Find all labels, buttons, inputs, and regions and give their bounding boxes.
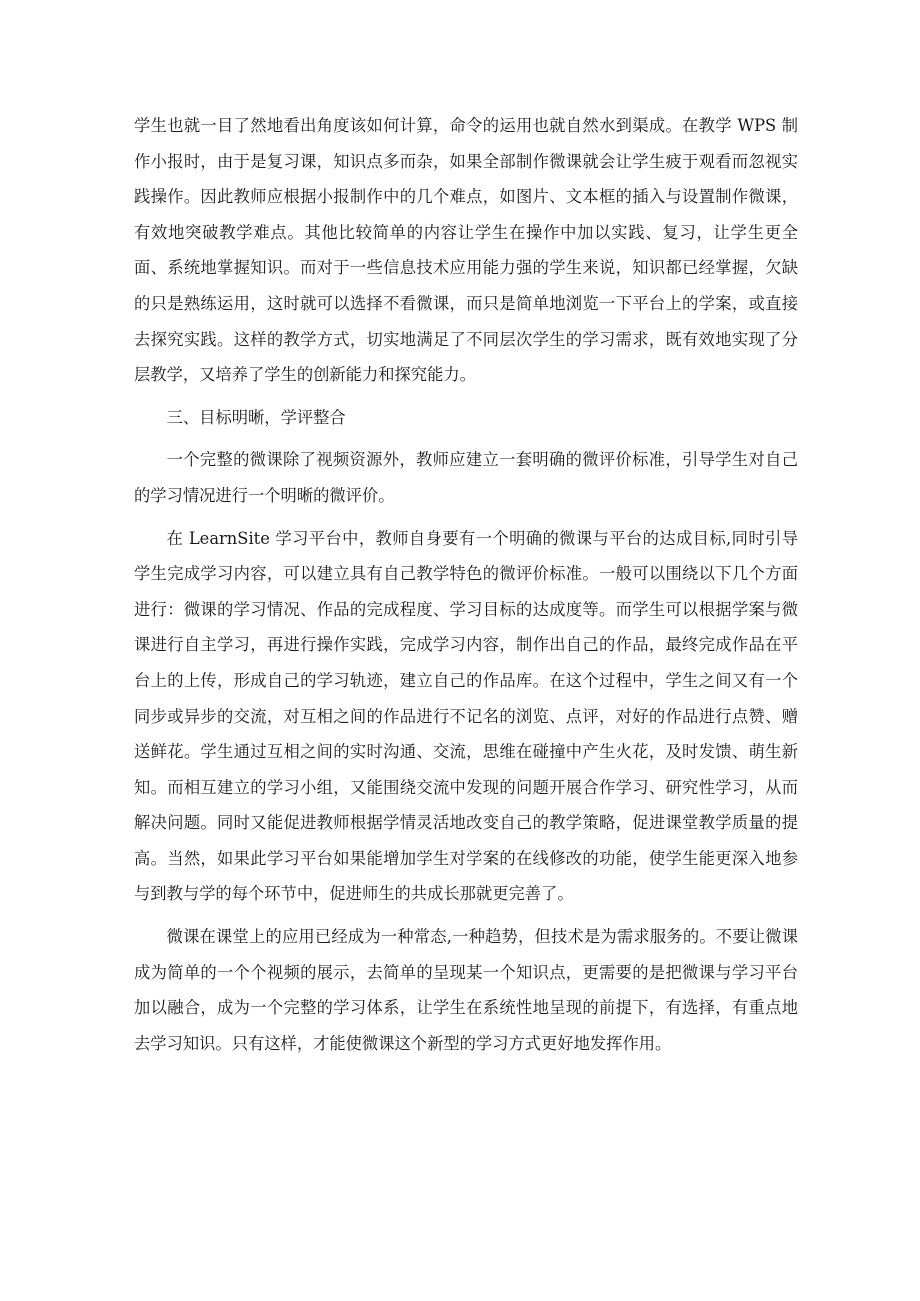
body-paragraph-4: 微课在课堂上的应用已经成为一种常态,一种趋势，但技术是为需求服务的。不要让微课成为简单的一个个视频的展示，去简单的呈现某一个知识点，更需要的是把微课与学习平台加以融合，成为一个完整的学习体系，让学生在系统性地呈现的前提下，有选择，有重点地去学习知识。只有这样，才能使微课这个新型的学习方式更好地发挥作用。 — [134, 927, 798, 1053]
body-paragraph-3: 在 LearnSite 学习平台中，教师自身要有一个明确的微课与平台的达成目标,同时引导学生完成学习内容，可以建立具有自己教学特色的微评价标准。一般可以围绕以下几个方面进行：微课的学习情况、作品的完成程度、学习目标的达成度等。而学生可以根据学案与微课进行自主学习，再进行操作实践，完成学习内容，制作出自己的作品，最终完成作品在平台上的上传，形成自己的学习轨迹，建立自己的作品库。在这个过程中，学生之间又有一个同步或异步的交流，对互相之间的作品进行不记名的浏览、点评，对好的作品进行点赞、赠送鲜花。学生通过互相之间的实时沟通、交流，思维在碰撞中产生火花，及时发馈、萌生新知。而相互建立的学习小组，又能围绕交流中发现的问题开展合作学习、研究性学习，从而解决问题。同时又能促进教师根据学情灵活地改变自己的教学策略，促进课堂教学质量的提高。当然，如果此学习平台如果能增加学生对学案的在线修改的功能，使学生能更深入地参与到教与学的每个环节中，促进师生的共成长那就更完善了。 — [134, 528, 798, 904]
document-page — [134, 108, 798, 1068]
body-paragraph-1: 学生也就一目了然地看出角度该如何计算，命令的运用也就自然水到渠成。在教学 WPS 制作小报时，由于是复习课，知识点多而杂，如果全部制作微课就会让学生疲于观看而忽视实践操作。因此教师应根据小报制作中的几个难点，如图片、文本框的插入与设置制作微课，有效地突破教学难点。其他比较简单的内容让学生在操作中加以实践、复习，让学生更全面、系统地掌握知识。而对于一些信息技术应用能力强的学生来说，知识都已经掌握，欠缺的只是熟练运用，这时就可以选择不看微课，而只是简单地浏览一下平台上的学案，或直接去探究实践。这样的教学方式，切实地满足了不同层次学生的学习需求，既有效地实现了分层教学，又培养了学生的创新能力和探究能力。 — [134, 116, 798, 385]
section-heading: 三、目标明晰，学评整合 — [166, 407, 346, 427]
body-paragraph-2: 一个完整的微课除了视频资源外，教师应建立一套明确的微评价标准，引导学生对自己的学习情况进行一个明晰的微评价。 — [134, 450, 798, 505]
